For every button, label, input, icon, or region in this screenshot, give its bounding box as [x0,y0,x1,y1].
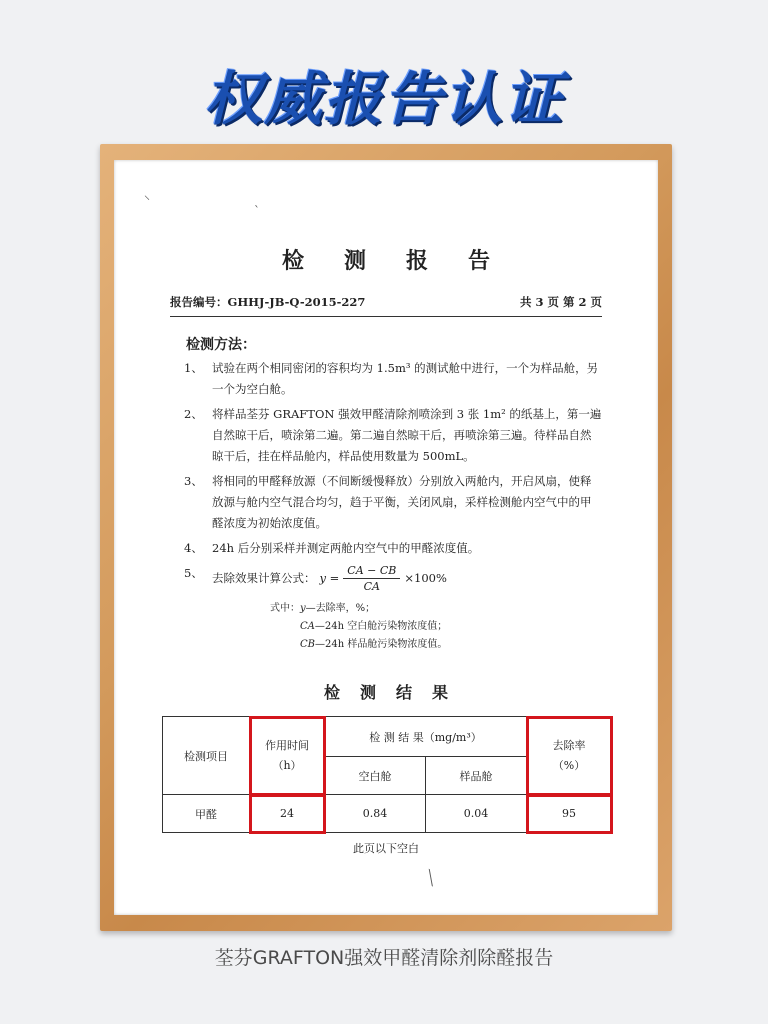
report-number-value: GHHJ-JB-Q-2015-227 [227,295,366,309]
formula-denominator: CA [363,580,381,593]
cell-removal: 95 [527,795,612,833]
step-number: 1、 [184,361,203,375]
legend-row-cb [270,636,447,654]
header-time-unit: （h） [272,758,302,772]
legend-desc: —24h 样品舱污染物浓度值。 [315,639,448,650]
step-number: 2、 [184,407,203,421]
scan-mark: ˋ [254,204,260,218]
step-number: 4、 [184,541,203,555]
results-title: 检测结果 [323,683,468,702]
document-title: 检测报告 [281,248,530,274]
legend-prefix: 式中： [270,603,300,614]
page-info: 共 3 页 第 2 页 [519,295,602,309]
header-result: 检 测 结 果（mg/m³） [325,717,527,757]
header-item: 检测项目 [163,717,250,795]
header-sample: 样品舱 [425,757,526,795]
header-time [250,717,325,795]
formula-legend [270,600,447,654]
report-number-label: 报告编号： [170,295,228,309]
legend-symbol: y [300,603,306,614]
formula-numerator: CA − CB [343,563,400,579]
legend-symbol: CA [300,621,315,632]
cell-sample: 0.04 [425,795,526,833]
report-paper [114,160,658,915]
picture-frame [100,144,672,931]
header-time-label: 作用时间 [265,738,309,752]
formula-fraction [343,563,400,594]
cell-time: 24 [250,795,325,833]
legend-row-ca [270,618,447,636]
formula-label: 去除效果计算公式： [212,571,316,585]
header-removal-unit: （%） [552,758,586,772]
step-text: 24h 后分别采样并测定两舱内空气中的甲醛浓度值。 [212,541,480,555]
table-row [163,795,612,833]
formula-lhs: y = [319,571,340,585]
legend-desc: —去除率，%； [305,603,376,614]
method-step [184,404,602,467]
step-text: 将相同的甲醛释放源（不间断缓慢释放）分别放入两舱内，开启风扇，使释放源与舱内空气混合均匀，趋于平衡，关闭风扇，采样检测舱内空气中的甲醛浓度为初始浓度值。 [212,474,592,530]
legend-symbol: CB [300,639,315,650]
header-blank: 空白舱 [325,757,426,795]
header-removal [527,717,612,795]
report-number [170,294,365,310]
cell-item: 甲醛 [163,795,250,833]
scan-mark: ⟍ [419,866,442,891]
method-step [184,358,602,400]
end-note: 此页以下空白 [353,842,419,855]
step-number: 3、 [184,474,203,488]
method-step [184,538,602,559]
scan-mark: ⸜ [144,188,151,202]
method-title: 检测方法： [186,337,256,353]
step-number: 5、 [184,566,203,580]
step-text: 试验在两个相同密闭的容积均为 1.5m³ 的测试舱中进行，一个为样品舱，另一个为空白舱。 [212,361,599,396]
legend-desc: —24h 空白舱污染物浓度值； [314,621,448,632]
cell-blank: 0.84 [325,795,426,833]
formula-step [184,563,602,594]
method-step [184,471,602,534]
banner-title: 权威报告认证 [203,65,564,133]
method-steps [184,358,602,598]
legend-row-y [270,600,447,618]
report-info-line [170,294,602,317]
results-table [162,716,612,833]
image-caption: 荃芬GRAFTON强效甲醛清除剂除醛报告 [214,947,554,969]
step-text: 将样品荃芬 GRAFTON 强效甲醛清除剂喷涂到 3 张 1m² 的纸基上，第一遍自然晾干后，喷涂第二遍。第二遍自然晾干后，再喷涂第三遍。待样品自然晾干后，挂在样品舱内，样品使用数量为 500mL。 [212,407,602,463]
formula-suffix: ×100% [404,571,447,585]
header-removal-label: 去除率 [552,738,586,752]
